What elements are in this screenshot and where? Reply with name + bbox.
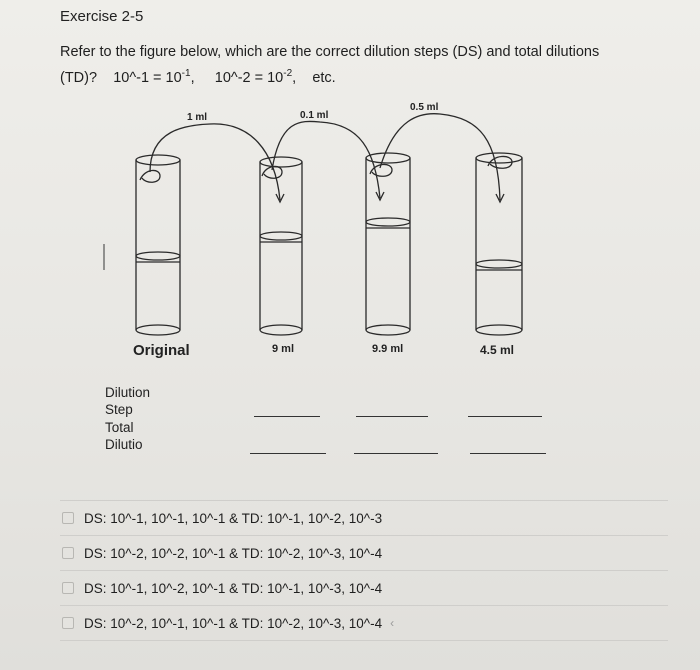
answer-option[interactable] (60, 605, 668, 641)
exercise-title: Exercise 2-5 (60, 8, 144, 25)
total-dilution-blank-3[interactable] (470, 453, 546, 454)
answer-options (60, 500, 668, 641)
selection-marker: ‹ (390, 616, 395, 630)
option-label: DS: 10^-1, 10^-2, 10^-1 & TD: 10^-1, 10^-3, 10^-4 (84, 580, 383, 596)
tube-2 (260, 157, 302, 335)
option-label: DS: 10^-2, 10^-2, 10^-1 & TD: 10^-2, 10^-3, 10^-4 (84, 545, 383, 561)
total-dilution-blank-1[interactable] (250, 453, 326, 454)
question-line-1: Refer to the figure below, which are the correct dilution steps (DS) and total dilutions (60, 44, 600, 60)
radio-button[interactable] (62, 547, 74, 559)
tube-label-4: 4.5 ml (480, 343, 515, 357)
dilution-step-blank-2[interactable] (356, 416, 428, 417)
tube-3 (366, 153, 410, 335)
transfer-volume-3: 0.5 ml (410, 102, 439, 113)
example-suffix: etc. (312, 70, 336, 86)
total-dilution-label: Total Dilutio (105, 420, 143, 452)
question-prefix: (TD)? (60, 70, 98, 86)
transfer-volume-1: 1 ml (187, 112, 208, 123)
answer-option[interactable] (60, 535, 668, 570)
option-label: DS: 10^-1, 10^-1, 10^-1 & TD: 10^-1, 10^-2, 10^-3 (84, 510, 383, 526)
answer-option[interactable] (60, 500, 668, 535)
radio-button[interactable] (62, 512, 74, 524)
dilution-step-blank-3[interactable] (468, 416, 542, 417)
dilution-step-label: Dilution Step (105, 385, 151, 417)
answer-option[interactable] (60, 570, 668, 605)
example-2: 10^-2 = $10^{-2}$, (214, 68, 297, 86)
dilution-step-blank-1[interactable] (254, 416, 320, 417)
transfer-arc-2 (272, 121, 380, 198)
radio-button[interactable] (62, 582, 74, 594)
tube-original (136, 155, 180, 335)
radio-button[interactable] (62, 617, 74, 629)
option-label: DS: 10^-2, 10^-1, 10^-1 & TD: 10^-2, 10^-3, 10^-4 (84, 615, 383, 631)
tube-label-3: 9.9 ml (372, 343, 404, 355)
tube-label-2: 9 ml (272, 343, 295, 355)
tube-label-original: Original (133, 342, 190, 359)
total-dilution-blank-2[interactable] (354, 453, 438, 454)
loop-1 (140, 170, 160, 182)
example-1: 10^-1 = $10^{-1}$, (113, 68, 195, 86)
transfer-volume-2: 0.1 ml (300, 110, 329, 121)
transfer-arc-3 (380, 114, 500, 200)
